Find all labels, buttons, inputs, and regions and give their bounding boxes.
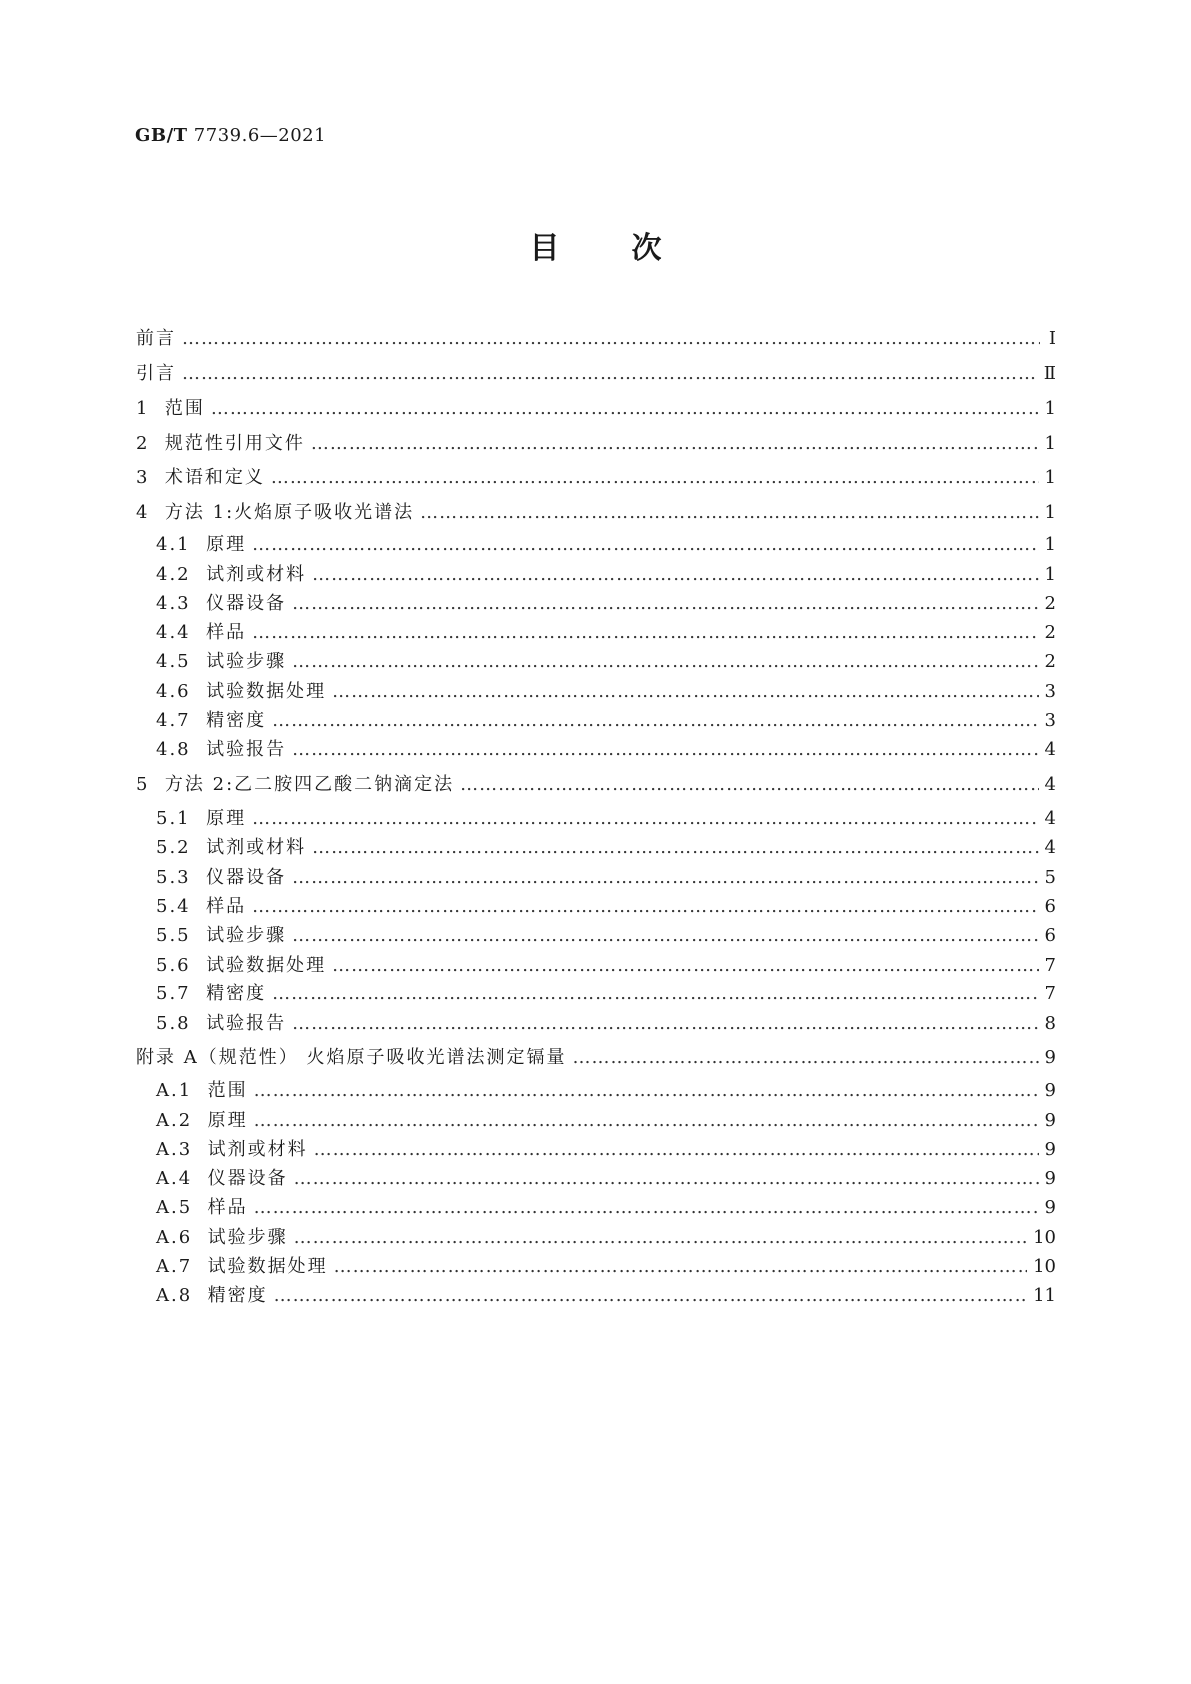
toc-entry[interactable] (136, 739, 1056, 761)
toc-entry[interactable] (136, 955, 1056, 977)
toc-entry-title: 5.2 试剂或材料 (156, 837, 307, 858)
toc-entry-title: 前言 (136, 328, 176, 349)
toc-entry-title: 5.6 试验数据处理 (156, 955, 327, 976)
page-title: 目次 (529, 231, 734, 266)
dot-leader (294, 1227, 1027, 1249)
toc-entry-page-number: 2 (1044, 593, 1056, 614)
dot-leader (292, 651, 1038, 673)
toc-entry-title: 附录 A（规范性） 火焰原子吸收光谱法测定镉量 (136, 1047, 567, 1068)
dot-leader (252, 808, 1038, 830)
toc-entry-page-number: 4 (1044, 837, 1056, 858)
toc-entry[interactable] (136, 1139, 1056, 1161)
standard-code (135, 125, 326, 146)
toc-entry[interactable] (136, 867, 1056, 889)
toc-entry-title: 4.7 精密度 (156, 710, 267, 731)
dot-leader (312, 837, 1038, 859)
toc-entry-page-number: 2 (1044, 622, 1056, 643)
dot-leader (314, 1139, 1039, 1161)
dot-leader (271, 467, 1039, 489)
toc-entry-page-number: 5 (1044, 867, 1056, 888)
dot-leader (211, 398, 1039, 420)
toc-entry-title: 3 术语和定义 (136, 467, 265, 488)
toc-entry-page-number: 1 (1044, 467, 1056, 488)
toc-entry-title: A.1 范围 (156, 1080, 248, 1101)
toc-entry-page-number: 1 (1044, 398, 1056, 419)
dot-leader (572, 1047, 1038, 1069)
dot-leader (274, 1285, 1027, 1307)
toc-entry-page-number: 9 (1044, 1047, 1056, 1068)
toc-entry-page-number: Ⅱ (1043, 363, 1056, 384)
toc-entry[interactable] (136, 433, 1056, 455)
toc-entry[interactable] (136, 1013, 1056, 1035)
dot-leader (332, 955, 1038, 977)
dot-leader (272, 983, 1038, 1005)
dot-leader (460, 774, 1038, 796)
dot-leader (252, 534, 1038, 556)
toc-entry-page-number: 1 (1044, 502, 1056, 523)
toc-entry-title: A.7 试验数据处理 (156, 1256, 328, 1277)
toc-entry-title: A.3 试剂或材料 (156, 1139, 308, 1160)
toc-entry-title: A.6 试验步骤 (156, 1227, 288, 1248)
toc-entry[interactable] (136, 593, 1056, 615)
toc-entry-title: A.2 原理 (156, 1110, 248, 1131)
toc-entry[interactable] (136, 1227, 1056, 1249)
toc-entry-title: 4.8 试验报告 (156, 739, 287, 760)
toc-entry[interactable] (136, 837, 1056, 859)
standard-code-prefix: GB/T (135, 125, 188, 146)
dot-leader (254, 1197, 1039, 1219)
toc-entry-title: 4.1 原理 (156, 534, 247, 555)
toc-entry-page-number: 1 (1044, 564, 1056, 585)
toc-entry[interactable] (136, 896, 1056, 918)
toc-entry[interactable] (136, 983, 1056, 1005)
toc-entry-page-number: 8 (1044, 1013, 1056, 1034)
dot-leader (311, 433, 1039, 455)
dot-leader (294, 1168, 1039, 1190)
standard-code-number: 7739.6—2021 (187, 125, 327, 146)
dot-leader (254, 1080, 1039, 1102)
dot-leader (292, 739, 1038, 761)
dot-leader (332, 681, 1038, 703)
dot-leader (292, 593, 1038, 615)
toc-entry[interactable] (136, 651, 1056, 673)
toc-entry-title: 4.2 试剂或材料 (156, 564, 307, 585)
toc-entry-page-number: 3 (1044, 681, 1056, 702)
dot-leader (334, 1256, 1027, 1278)
toc-entry[interactable] (136, 328, 1056, 350)
toc-entry-title: 5.4 样品 (156, 896, 247, 917)
dot-leader (252, 622, 1038, 644)
toc-entry-page-number: 6 (1044, 896, 1056, 917)
toc-entry-title: A.4 仪器设备 (156, 1168, 288, 1189)
toc-entry-page-number: 9 (1044, 1197, 1056, 1218)
dot-leader (252, 896, 1038, 918)
toc-entry-title: 4.6 试验数据处理 (156, 681, 327, 702)
toc-entry-title: 引言 (136, 363, 176, 384)
toc-entry-page-number: 9 (1044, 1139, 1056, 1160)
toc-entry-title: 2 规范性引用文件 (136, 433, 305, 454)
toc-entry[interactable] (136, 710, 1056, 732)
toc-entry-title: 4.5 试验步骤 (156, 651, 287, 672)
toc-entry[interactable] (136, 1047, 1056, 1069)
toc-entry[interactable] (136, 1285, 1056, 1307)
toc-entry-page-number: 4 (1044, 774, 1056, 795)
dot-leader (292, 867, 1038, 889)
toc-entry-title: 4.4 样品 (156, 622, 247, 643)
dot-leader (182, 328, 1040, 350)
toc-entry[interactable] (136, 622, 1056, 644)
toc-entry-page-number: 2 (1044, 651, 1056, 672)
toc-entry[interactable] (136, 1256, 1056, 1278)
toc-entry-page-number: 10 (1033, 1256, 1056, 1277)
dot-leader (182, 363, 1038, 385)
toc-entry-page-number: 9 (1044, 1110, 1056, 1131)
toc-entry-page-number: 6 (1044, 925, 1056, 946)
toc-entry-title: 5.5 试验步骤 (156, 925, 287, 946)
toc-entry-page-number: 9 (1044, 1080, 1056, 1101)
toc-entry[interactable] (136, 1168, 1056, 1190)
toc-entry-page-number: 4 (1044, 808, 1056, 829)
dot-leader (312, 564, 1038, 586)
toc-entry[interactable] (136, 681, 1056, 703)
toc-entry-page-number: 10 (1033, 1227, 1056, 1248)
toc-entry-page-number: 9 (1044, 1168, 1056, 1189)
toc-entry[interactable] (136, 1110, 1056, 1132)
toc-entry[interactable] (136, 925, 1056, 947)
toc-entry-title: A.8 精密度 (156, 1285, 268, 1306)
toc-entry[interactable] (136, 467, 1056, 489)
toc-entry-page-number: 11 (1033, 1285, 1056, 1306)
toc-entry[interactable] (136, 534, 1056, 556)
toc-entry[interactable] (136, 564, 1056, 586)
toc-entry-page-number: 1 (1044, 534, 1056, 555)
toc-entry-page-number: 1 (1044, 433, 1056, 454)
dot-leader (420, 502, 1038, 524)
toc-entry-title: 4 方法 1:火焰原子吸收光谱法 (136, 502, 415, 523)
toc-entry-page-number: 4 (1044, 739, 1056, 760)
dot-leader (272, 710, 1038, 732)
toc-entry-title: 5.1 原理 (156, 808, 247, 829)
toc-entry-title: A.5 样品 (156, 1197, 248, 1218)
toc-entry[interactable] (136, 1080, 1056, 1102)
toc-entry-title: 5.7 精密度 (156, 983, 267, 1004)
dot-leader (292, 1013, 1038, 1035)
dot-leader (254, 1110, 1039, 1132)
toc-entry[interactable] (136, 808, 1056, 830)
dot-leader (292, 925, 1038, 947)
toc-entry-page-number: 3 (1044, 710, 1056, 731)
toc-entry-page-number: 7 (1044, 955, 1056, 976)
toc-entry-title: 4.3 仪器设备 (156, 593, 287, 614)
toc-entry-title: 5.8 试验报告 (156, 1013, 287, 1034)
toc-entry-title: 5 方法 2:乙二胺四乙酸二钠滴定法 (136, 774, 455, 795)
toc-entry[interactable] (136, 363, 1056, 385)
toc-entry[interactable] (136, 398, 1056, 420)
toc-entry-page-number: Ⅰ (1048, 328, 1056, 349)
toc-entry-page-number: 7 (1044, 983, 1056, 1004)
toc-entry-title: 1 范围 (136, 398, 205, 419)
toc-entry[interactable] (136, 774, 1056, 796)
toc-entry[interactable] (136, 502, 1056, 524)
toc-entry-title: 5.3 仪器设备 (156, 867, 287, 888)
toc-entry[interactable] (136, 1197, 1056, 1219)
